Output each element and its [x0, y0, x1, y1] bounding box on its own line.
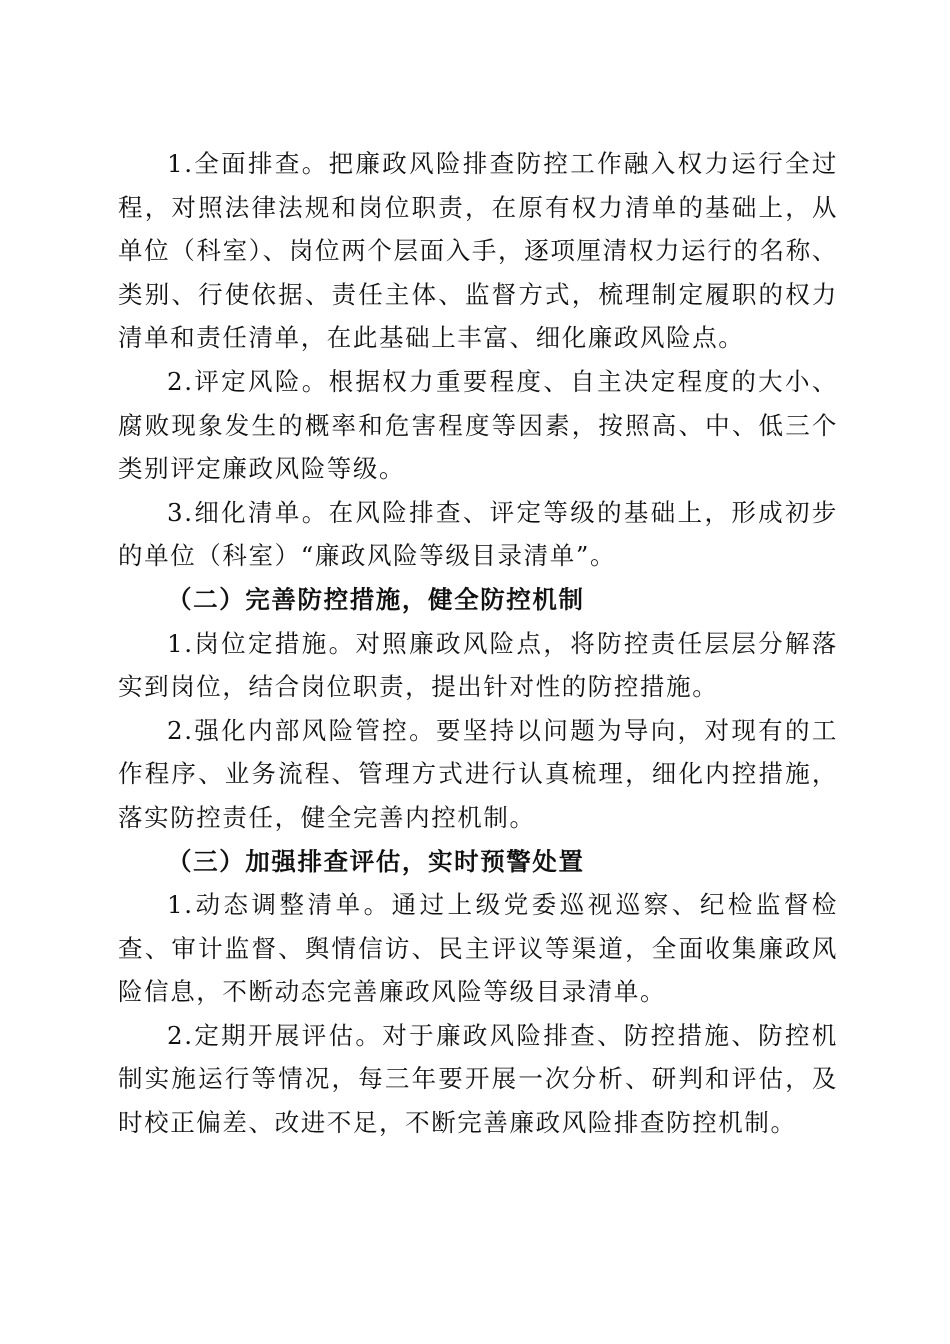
paragraph-comprehensive-check: 1.全面排查。把廉政风险排查防控工作融入权力运行全过程，对照法律法规和岗位职责，在原有权力清单的基础上，从单位（科室）、岗位两个层面入手，逐项厘清权力运行的名称、类别、行使依据、责任主体、监督方式，梳理制定履职的权力清单和责任清单，在此基础上丰富、细化廉政风险点。	[118, 149, 838, 353]
paragraph-refine-list: 3.细化清单。在风险排查、评定等级的基础上，形成初步的单位（科室）“廉政风险等级目录清单”。	[118, 497, 838, 571]
paragraph-post-measures: 1.岗位定措施。对照廉政风险点，将防控责任层层分解落实到岗位，结合岗位职责，提出针对性的防控措施。	[118, 628, 838, 702]
document-body	[118, 142, 838, 1145]
paragraph-internal-control: 2.强化内部风险管控。要坚持以问题为导向，对现有的工作程序、业务流程、管理方式进行认真梳理，细化内控措施，落实防控责任，健全完善内控机制。	[118, 715, 838, 832]
paragraph-dynamic-adjust: 1.动态调整清单。通过上级党委巡视巡察、纪检监督检查、审计监督、舆情信访、民主评议等渠道，全面收集廉政风险信息，不断动态完善廉政风险等级目录清单。	[118, 890, 838, 1007]
paragraph-periodic-evaluation: 2.定期开展评估。对于廉政风险排查、防控措施、防控机制实施运行等情况，每三年要开展一次分析、研判和评估，及时校正偏差、改进不足，不断完善廉政风险排查防控机制。	[118, 1020, 838, 1138]
paragraph-assess-risk: 2.评定风险。根据权力重要程度、自主决定程度的大小、腐败现象发生的概率和危害程度等因素，按照高、中、低三个类别评定廉政风险等级。	[118, 366, 838, 484]
section-heading-3: （三）加强排查评估，实时预警处置	[167, 846, 585, 876]
section-heading-2: （二）完善防控措施，健全防控机制	[167, 584, 585, 614]
